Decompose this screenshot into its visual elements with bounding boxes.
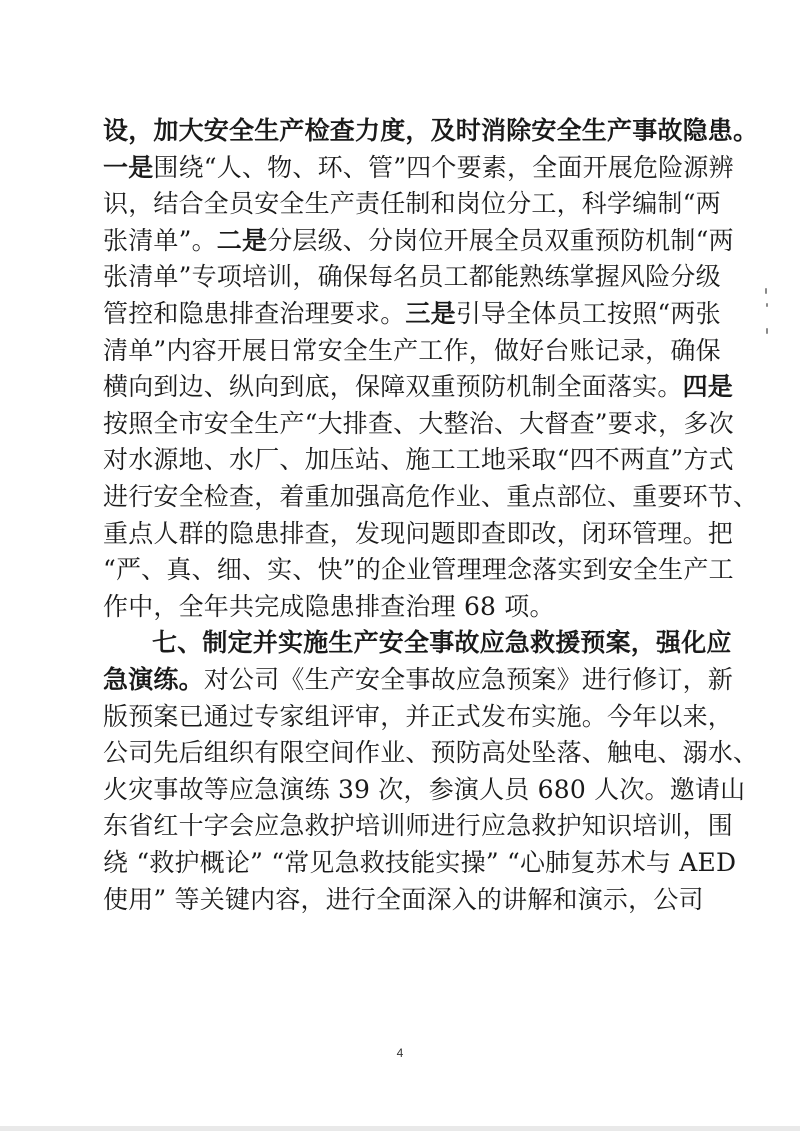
text-segment: “严、真、细、实、快”的企业管理理念落实到安全生产工 (103, 555, 734, 585)
scan-speck (766, 303, 768, 307)
bold-text-segment: 二是 (216, 225, 268, 255)
text-line (103, 407, 734, 441)
text-segment: 公司先后组织有限空间作业、预防高处坠落、触电、溺水、 (103, 738, 759, 768)
text-segment: 分层级、分岗位开展全员双重预防机制“两 (267, 225, 734, 255)
text-line (103, 114, 759, 148)
text-segment: 版预案已通过专家组评审，并正式发布实施。今年以来， (103, 701, 734, 731)
bold-text-segment: 设，加大安全生产检查力度，及时消除安全生产事故隐患。 (103, 116, 759, 145)
text-segment: 张清单”。 (103, 225, 217, 255)
text-line (103, 773, 746, 807)
text-line (103, 553, 734, 587)
text-segment: 火灾事故等应急演练 39 次，参演人员 680 人次。邀请山 (103, 774, 746, 804)
text-line (103, 260, 721, 294)
text-line (103, 846, 737, 880)
text-segment: 管控和隐患排查治理要求。 (103, 299, 406, 328)
text-segment: 清单”内容开展日常安全生产工作，做好台账记录，确保 (103, 335, 721, 365)
text-line (103, 590, 703, 624)
text-line (103, 736, 759, 770)
text-line (103, 443, 734, 477)
text-line (103, 334, 721, 368)
text-segment: 对水源地、水厂、加压站、施工工地采取“四不两直”方式 (103, 445, 734, 475)
text-line (103, 883, 703, 917)
text-line (103, 663, 734, 697)
scan-bottom-edge (0, 1126, 800, 1131)
text-segment: 引导全体员工按照“两张 (455, 299, 721, 328)
text-segment: 东省红十字会应急救护培训师进行应急救护知识培训，围 (103, 811, 734, 841)
text-line (152, 626, 732, 660)
text-line (103, 370, 734, 404)
text-line (103, 480, 759, 514)
text-segment: 绕 “救护概论” “常见急救技能实操” “心肺复苏术与 AED (103, 848, 737, 877)
text-line (103, 187, 721, 221)
text-segment: 识，结合全员安全生产责任制和岗位分工，科学编制“两 (103, 189, 721, 219)
bold-text-segment: 四是 (682, 372, 734, 402)
text-line (103, 297, 721, 331)
text-segment: 作中，全年共完成隐患排查治理 68 项。 (103, 591, 555, 621)
scan-speck (766, 328, 768, 334)
bold-text-segment: 急演练。 (103, 665, 204, 694)
scan-speck (765, 288, 767, 294)
text-line (103, 224, 734, 258)
page-number: 4 (396, 1046, 404, 1060)
text-line (103, 517, 734, 551)
bold-text-segment: 三是 (405, 299, 456, 328)
text-segment: 对公司《生产安全事故应急预案》进行修订，新 (203, 665, 734, 694)
text-line (103, 809, 734, 843)
bold-text-segment: 一是 (103, 152, 154, 182)
text-segment: 横向到边、纵向到底，保障双重预防机制全面落实。 (103, 372, 683, 402)
text-segment: 围绕“人、物、环、管”四个要素，全面开展危险源辨 (153, 152, 734, 182)
text-line (103, 700, 734, 734)
text-line (103, 151, 734, 185)
text-segment: 重点人群的隐患排查，发现问题即查即改，闭环管理。把 (103, 518, 734, 548)
text-segment: 按照全市安全生产“大排查、大整治、大督查”要求，多次 (103, 408, 734, 438)
text-segment: 使用” 等关键内容，进行全面深入的讲解和演示，公司 (103, 884, 704, 914)
text-segment: 张清单”专项培训，确保每名员工都能熟练掌握风险分级 (103, 262, 721, 292)
bold-text-segment: 七、制定并实施生产安全事故应急救援预案，强化应 (152, 628, 732, 658)
text-segment: 进行安全检查，着重加强高危作业、重点部位、重要环节、 (103, 482, 759, 511)
